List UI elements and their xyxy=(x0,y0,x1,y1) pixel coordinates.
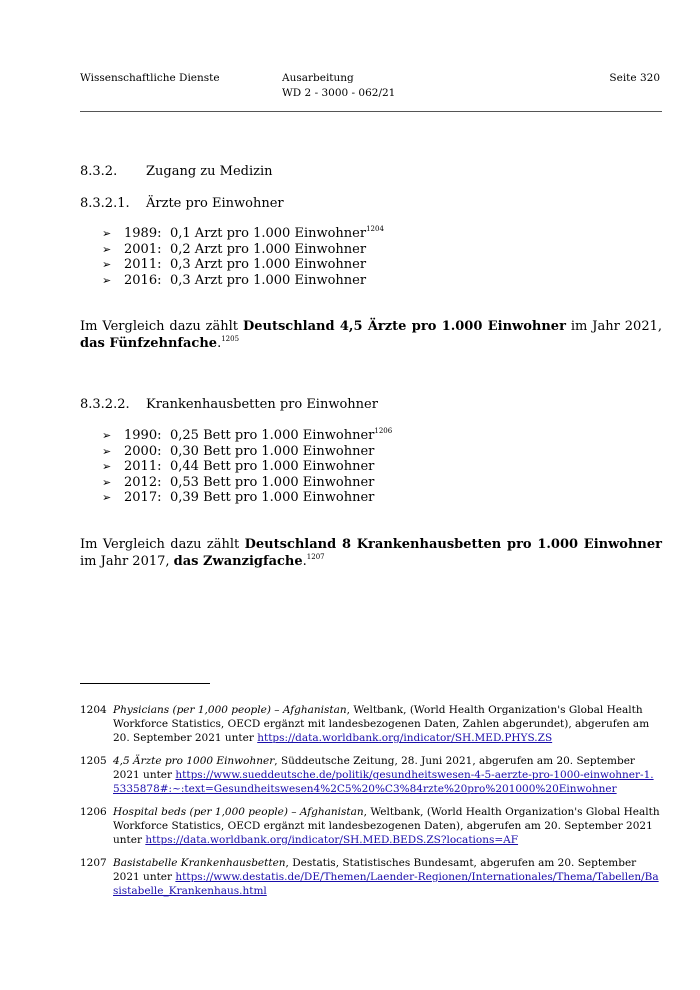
footnote-link[interactable]: https://data.worldbank.org/indicator/SH.MED.PHYS.ZS xyxy=(257,732,553,744)
footnote-1206 xyxy=(80,805,660,847)
list-year: 2017: xyxy=(124,490,162,505)
footnote-link[interactable]: https://www.sueddeutsche.de/politik/gesundheitswesen-4-5-aerzte-pro-1000-einwohner-1.5335878#:~:text=Gesundheitswesen4%2C5%20%C3%84rzte%20pro%201000%20Einwohner xyxy=(113,769,654,795)
para-bold: das Fünfzehnfache xyxy=(80,336,218,351)
para-text: Im Vergleich dazu zählt xyxy=(80,319,243,334)
footnote-body: , Destatis, Statistisches Bundesamt, abgerufen am 20. September 2021 unter xyxy=(113,857,637,883)
para-text: . xyxy=(302,554,307,569)
doctors-list xyxy=(102,226,384,288)
list-item xyxy=(102,273,384,289)
para-text: Im Vergleich dazu zählt xyxy=(80,537,245,552)
para-bold: Deutschland 8 Krankenhausbetten pro 1.000 Einwohner xyxy=(244,537,662,552)
list-year: 2011: xyxy=(124,257,162,272)
beds-list xyxy=(102,428,392,506)
list-text: 0,30 Bett pro 1.000 Einwohner xyxy=(170,443,375,459)
arrowhead-bullet-icon: ➢ xyxy=(102,242,112,256)
footnote-title: Hospital beds (per 1,000 people) – Afghanistan xyxy=(113,806,364,818)
list-year: 2016: xyxy=(124,272,162,288)
para-bold: das Zwanzigfache xyxy=(173,554,303,569)
footnote-number: 1205 xyxy=(80,755,107,767)
footnote-title: Basistabelle Krankenhausbetten xyxy=(113,857,286,869)
footnote-link[interactable]: https://data.worldbank.org/indicator/SH.MED.BEDS.ZS?locations=AF xyxy=(145,834,519,846)
list-text: 0,44 Bett pro 1.000 Einwohner xyxy=(170,459,375,474)
para-text: im Jahr 2017, xyxy=(80,554,174,569)
list-item xyxy=(102,444,392,460)
list-item xyxy=(102,475,392,491)
list-text: 0,53 Bett pro 1.000 Einwohner xyxy=(170,474,375,490)
footnote-text xyxy=(113,856,660,898)
footnote-body: , Weltbank, (World Health Organization's Global Health Workforce Statistics, OECD ergänzt mit landesbezogenen Daten, Zahlen abgerundet), abgerufen am 20. September 2021 unter xyxy=(113,704,650,744)
list-text: 0,2 Arzt pro 1.000 Einwohner xyxy=(170,241,367,257)
footnote-number: 1204 xyxy=(80,704,107,716)
footnote-divider xyxy=(80,683,210,684)
footnote-ref[interactable]: 1204 xyxy=(366,225,384,233)
list-year: 2001: xyxy=(124,241,162,257)
list-text: 0,3 Arzt pro 1.000 Einwohner xyxy=(170,257,367,272)
footnote-1205 xyxy=(80,754,660,796)
footnote-number: 1206 xyxy=(80,806,107,818)
header-divider xyxy=(80,111,662,112)
list-item xyxy=(102,257,384,273)
footnote-body: , Weltbank, (World Health Organization's Global Health Workforce Statistics, OECD ergänzt mit landesbezogenen Daten), abgerufen am 20. September 2021 unter xyxy=(113,806,660,846)
arrowhead-bullet-icon: ➢ xyxy=(102,258,112,271)
section-title: Krankenhausbetten pro Einwohner xyxy=(146,397,378,412)
footnote-ref[interactable]: 1206 xyxy=(374,427,393,435)
list-year: 2000: xyxy=(124,443,162,459)
footnote-body: , Süddeutsche Zeitung, 28. Juni 2021, abgerufen am 20. September 2021 unter xyxy=(113,755,635,781)
list-text: 0,25 Bett pro 1.000 Einwohner xyxy=(170,428,375,443)
footnote-text xyxy=(113,754,660,796)
list-year: 1990: xyxy=(124,428,162,443)
header-page-number: Seite 320 xyxy=(609,72,660,84)
arrowhead-bullet-icon: ➢ xyxy=(102,429,112,442)
para-bold: Deutschland 4,5 Ärzte pro 1.000 Einwohner xyxy=(242,319,566,334)
section-heading-aerzte xyxy=(80,195,284,212)
section-title: Ärzte pro Einwohner xyxy=(146,196,284,211)
arrowhead-bullet-icon: ➢ xyxy=(102,444,112,458)
section-title: Zugang zu Medizin xyxy=(146,164,273,179)
footnote-number: 1207 xyxy=(80,857,107,869)
list-item xyxy=(102,226,384,242)
para-text: im Jahr 2021, xyxy=(565,319,662,334)
section-number: 8.3.2.2. xyxy=(80,397,130,412)
footnote-link[interactable]: https://www.destatis.de/DE/Themen/Laender-Regionen/Internationales/Thema/Tabellen/Basistabelle_Krankenhaus.html xyxy=(113,871,659,897)
footnote-1204 xyxy=(80,703,660,745)
list-year: 2011: xyxy=(124,459,162,474)
arrowhead-bullet-icon: ➢ xyxy=(102,227,112,240)
footnote-title: 4,5 Ärzte pro 1000 Einwohner xyxy=(113,755,275,767)
list-text: 0,39 Bett pro 1.000 Einwohner xyxy=(170,490,375,505)
footnote-1207 xyxy=(80,856,660,898)
doctors-comparison-paragraph xyxy=(80,318,662,352)
list-item xyxy=(102,428,392,444)
section-heading-zugang xyxy=(80,163,273,180)
arrowhead-bullet-icon: ➢ xyxy=(102,491,112,504)
footnote-title: Physicians (per 1,000 people) – Afghanistan xyxy=(113,704,347,716)
para-text: . xyxy=(217,336,222,351)
beds-comparison-paragraph xyxy=(80,536,662,570)
arrowhead-bullet-icon: ➢ xyxy=(102,460,112,473)
list-text: 0,1 Arzt pro 1.000 Einwohner xyxy=(170,226,367,241)
list-item xyxy=(102,459,392,475)
arrowhead-bullet-icon: ➢ xyxy=(102,475,112,489)
footnote-ref[interactable]: 1207 xyxy=(306,553,325,561)
footnote-ref[interactable]: 1205 xyxy=(221,335,240,343)
header-department: Wissenschaftliche Dienste xyxy=(80,72,220,84)
list-item xyxy=(102,490,392,506)
section-number: 8.3.2.1. xyxy=(80,196,130,211)
list-year: 1989: xyxy=(124,226,162,241)
footnote-text xyxy=(113,703,660,745)
section-heading-krankenhausbetten xyxy=(80,396,378,413)
arrowhead-bullet-icon: ➢ xyxy=(102,273,112,287)
list-year: 2012: xyxy=(124,474,162,490)
footnote-text xyxy=(113,805,660,847)
header-doc-label: Ausarbeitung xyxy=(282,72,354,84)
list-item xyxy=(102,242,384,258)
list-text: 0,3 Arzt pro 1.000 Einwohner xyxy=(170,272,367,288)
header-document-type xyxy=(282,71,395,101)
header-doc-number: WD 2 - 3000 - 062/21 xyxy=(282,87,396,99)
section-number: 8.3.2. xyxy=(80,164,118,179)
